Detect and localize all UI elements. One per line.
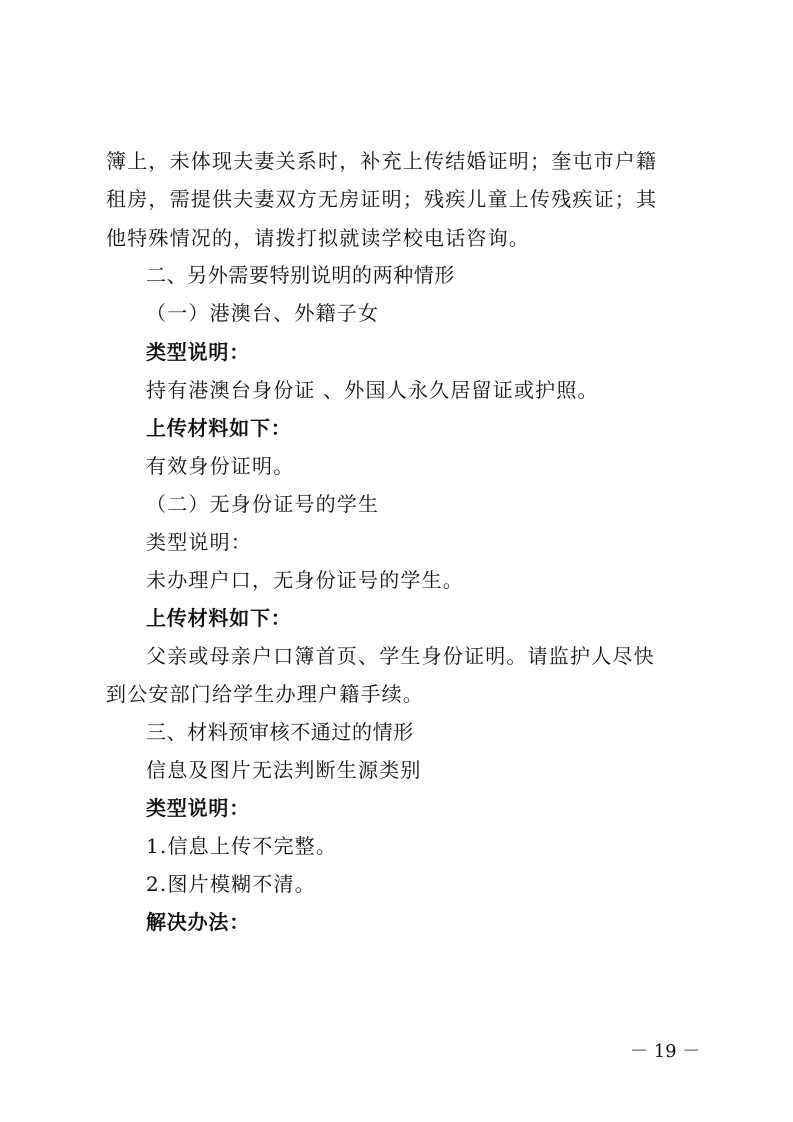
upload-materials-label: 上传材料如下： bbox=[146, 606, 292, 630]
subsection-heading-2: （二）无身份证号的学生 bbox=[146, 492, 380, 516]
upload-materials-label: 上传材料如下： bbox=[146, 416, 292, 440]
upload-materials-text: 父亲或母亲户口簿首页、学生身份证明。请监护人尽快 bbox=[146, 644, 655, 668]
type-description-text: 持有港澳台身份证 、外国人永久居留证或护照。 bbox=[146, 378, 599, 402]
list-item: 2.图片模糊不清。 bbox=[146, 872, 316, 896]
subsection-heading-1: （一）港澳台、外籍子女 bbox=[146, 301, 380, 325]
solution-label: 解决办法： bbox=[146, 910, 250, 934]
page-number: － 19 － bbox=[630, 1041, 701, 1062]
section-heading-3: 三、材料预审核不通过的情形 bbox=[146, 720, 414, 744]
section-heading-2: 二、另外需要特别说明的两种情形 bbox=[146, 263, 455, 287]
upload-materials-text: 有效身份证明。 bbox=[146, 454, 295, 478]
paragraph-line: 他特殊情况的，请拨打拟就读学校电话咨询。 bbox=[106, 226, 530, 250]
paragraph-line: 租房，需提供夫妻双方无房证明；残疾儿童上传残疾证；其 bbox=[106, 187, 658, 211]
paragraph-line: 信息及图片无法判断生源类别 bbox=[146, 758, 422, 782]
paragraph-line: 簿上，未体现夫妻关系时，补充上传结婚证明；奎屯市户籍 bbox=[106, 149, 658, 173]
type-description-label: 类型说明： bbox=[146, 796, 250, 820]
upload-materials-text-cont: 到公安部门给学生办理户籍手续。 bbox=[106, 682, 424, 706]
type-description-text: 未办理户口，无身份证号的学生。 bbox=[146, 568, 464, 592]
type-description-label: 类型说明： bbox=[146, 340, 250, 364]
type-description-label: 类型说明： bbox=[146, 530, 252, 554]
list-item: 1.信息上传不完整。 bbox=[146, 834, 338, 858]
